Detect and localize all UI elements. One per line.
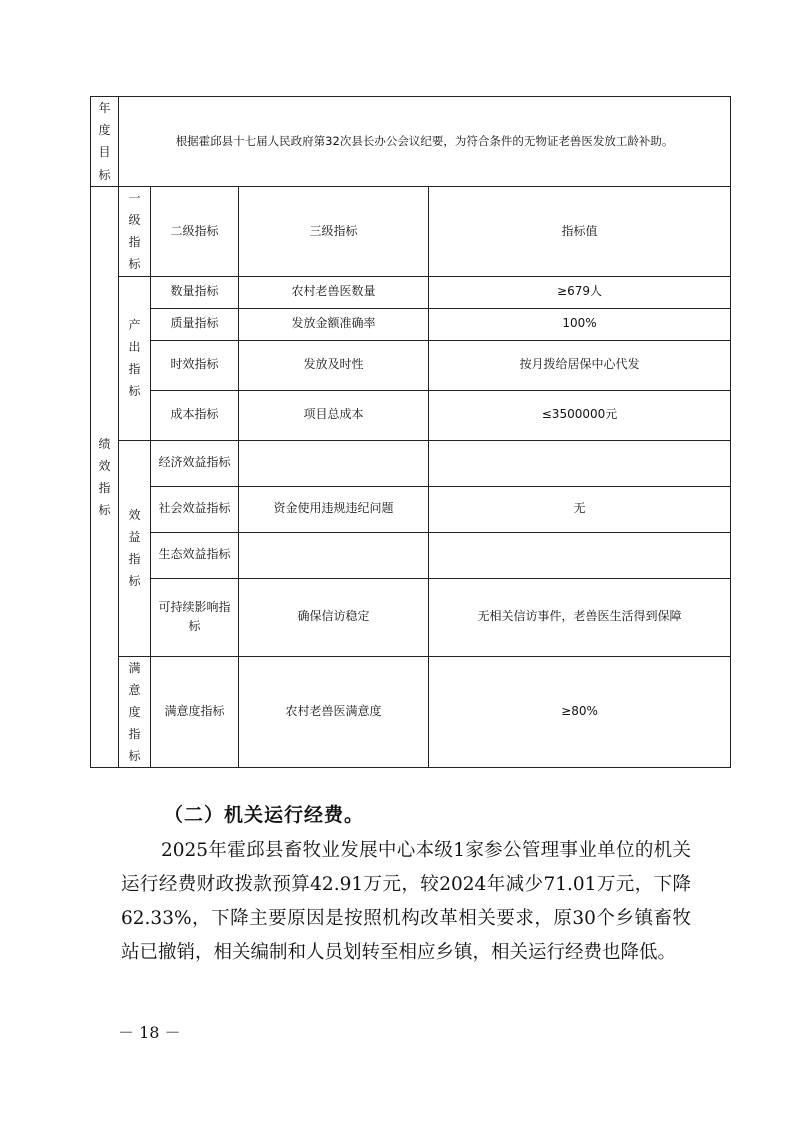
goal-label-cell (91, 97, 119, 187)
level3-cell: 确保信访稳定 (239, 578, 429, 656)
table-row (91, 486, 731, 532)
value-cell: 无相关信访事件，老兽医生活得到保障 (429, 578, 731, 656)
level3-cell: 发放金额准确率 (239, 308, 429, 340)
table-row (91, 340, 731, 390)
table-row (91, 656, 731, 768)
value-cell: ≥80% (429, 656, 731, 768)
level3-cell (239, 532, 429, 578)
goal-label: 年度目标 (98, 101, 111, 182)
header-value: 指标值 (429, 186, 731, 276)
value-cell: 100% (429, 308, 731, 340)
perf-label: 绩效指标 (98, 436, 111, 518)
level3-cell (239, 440, 429, 486)
table-row (91, 308, 731, 340)
value-cell (429, 532, 731, 578)
level2-cell: 时效指标 (151, 340, 239, 390)
value-cell: ≤3500000元 (429, 390, 731, 440)
goal-text: 根据霍邱县十七届人民政府第32次县长办公会议纪要，为符合条件的无物证老兽医发放工龄补助。 (119, 97, 731, 187)
level2-cell: 质量指标 (151, 308, 239, 340)
satisfaction-group-label: 满意度指标 (119, 656, 151, 768)
table-row (91, 578, 731, 656)
level2-cell: 生态效益指标 (151, 532, 239, 578)
value-cell: 按月拨给居保中心代发 (429, 340, 731, 390)
header-level1: 一级指标 (119, 186, 151, 276)
header-level3: 三级指标 (239, 186, 429, 276)
benefit-group-label: 效益指标 (119, 440, 151, 656)
section-title: （二）机关运行经费。 (164, 804, 365, 826)
level2-cell: 满意度指标 (151, 656, 239, 768)
value-cell: 无 (429, 486, 731, 532)
level3-cell: 项目总成本 (239, 390, 429, 440)
level3-cell: 农村老兽医数量 (239, 276, 429, 308)
level3-cell: 发放及时性 (239, 340, 429, 390)
level2-cell: 成本指标 (151, 390, 239, 440)
value-cell: ≥679人 (429, 276, 731, 308)
table-row (91, 532, 731, 578)
level2-cell: 经济效益指标 (151, 440, 239, 486)
level3-cell: 农村老兽医满意度 (239, 656, 429, 768)
table-row (91, 440, 731, 486)
level2-cell: 社会效益指标 (151, 486, 239, 532)
perf-label-cell (91, 186, 119, 768)
table-row (91, 276, 731, 308)
level2-cell: 可持续影响指标 (151, 578, 239, 656)
page-number: － 18 － (118, 1023, 181, 1042)
header-level2: 二级指标 (151, 186, 239, 276)
value-cell (429, 440, 731, 486)
table-row (91, 390, 731, 440)
body-paragraph: 2025年霍邱县畜牧业发展中心本级1家参公管理事业单位的机关运行经费财政拨款预算42.91万元，较2024年减少71.01万元，下降62.33%，下降主要原因是按照机构改革相关要求，原30个乡镇畜牧站已撤销，相关编制和人员划转至相应乡镇，相关运行经费也降低。 (121, 840, 691, 963)
level2-cell: 数量指标 (151, 276, 239, 308)
level3-cell: 资金使用违规违纪问题 (239, 486, 429, 532)
performance-table (90, 96, 731, 768)
output-group-label: 产出指标 (119, 276, 151, 440)
